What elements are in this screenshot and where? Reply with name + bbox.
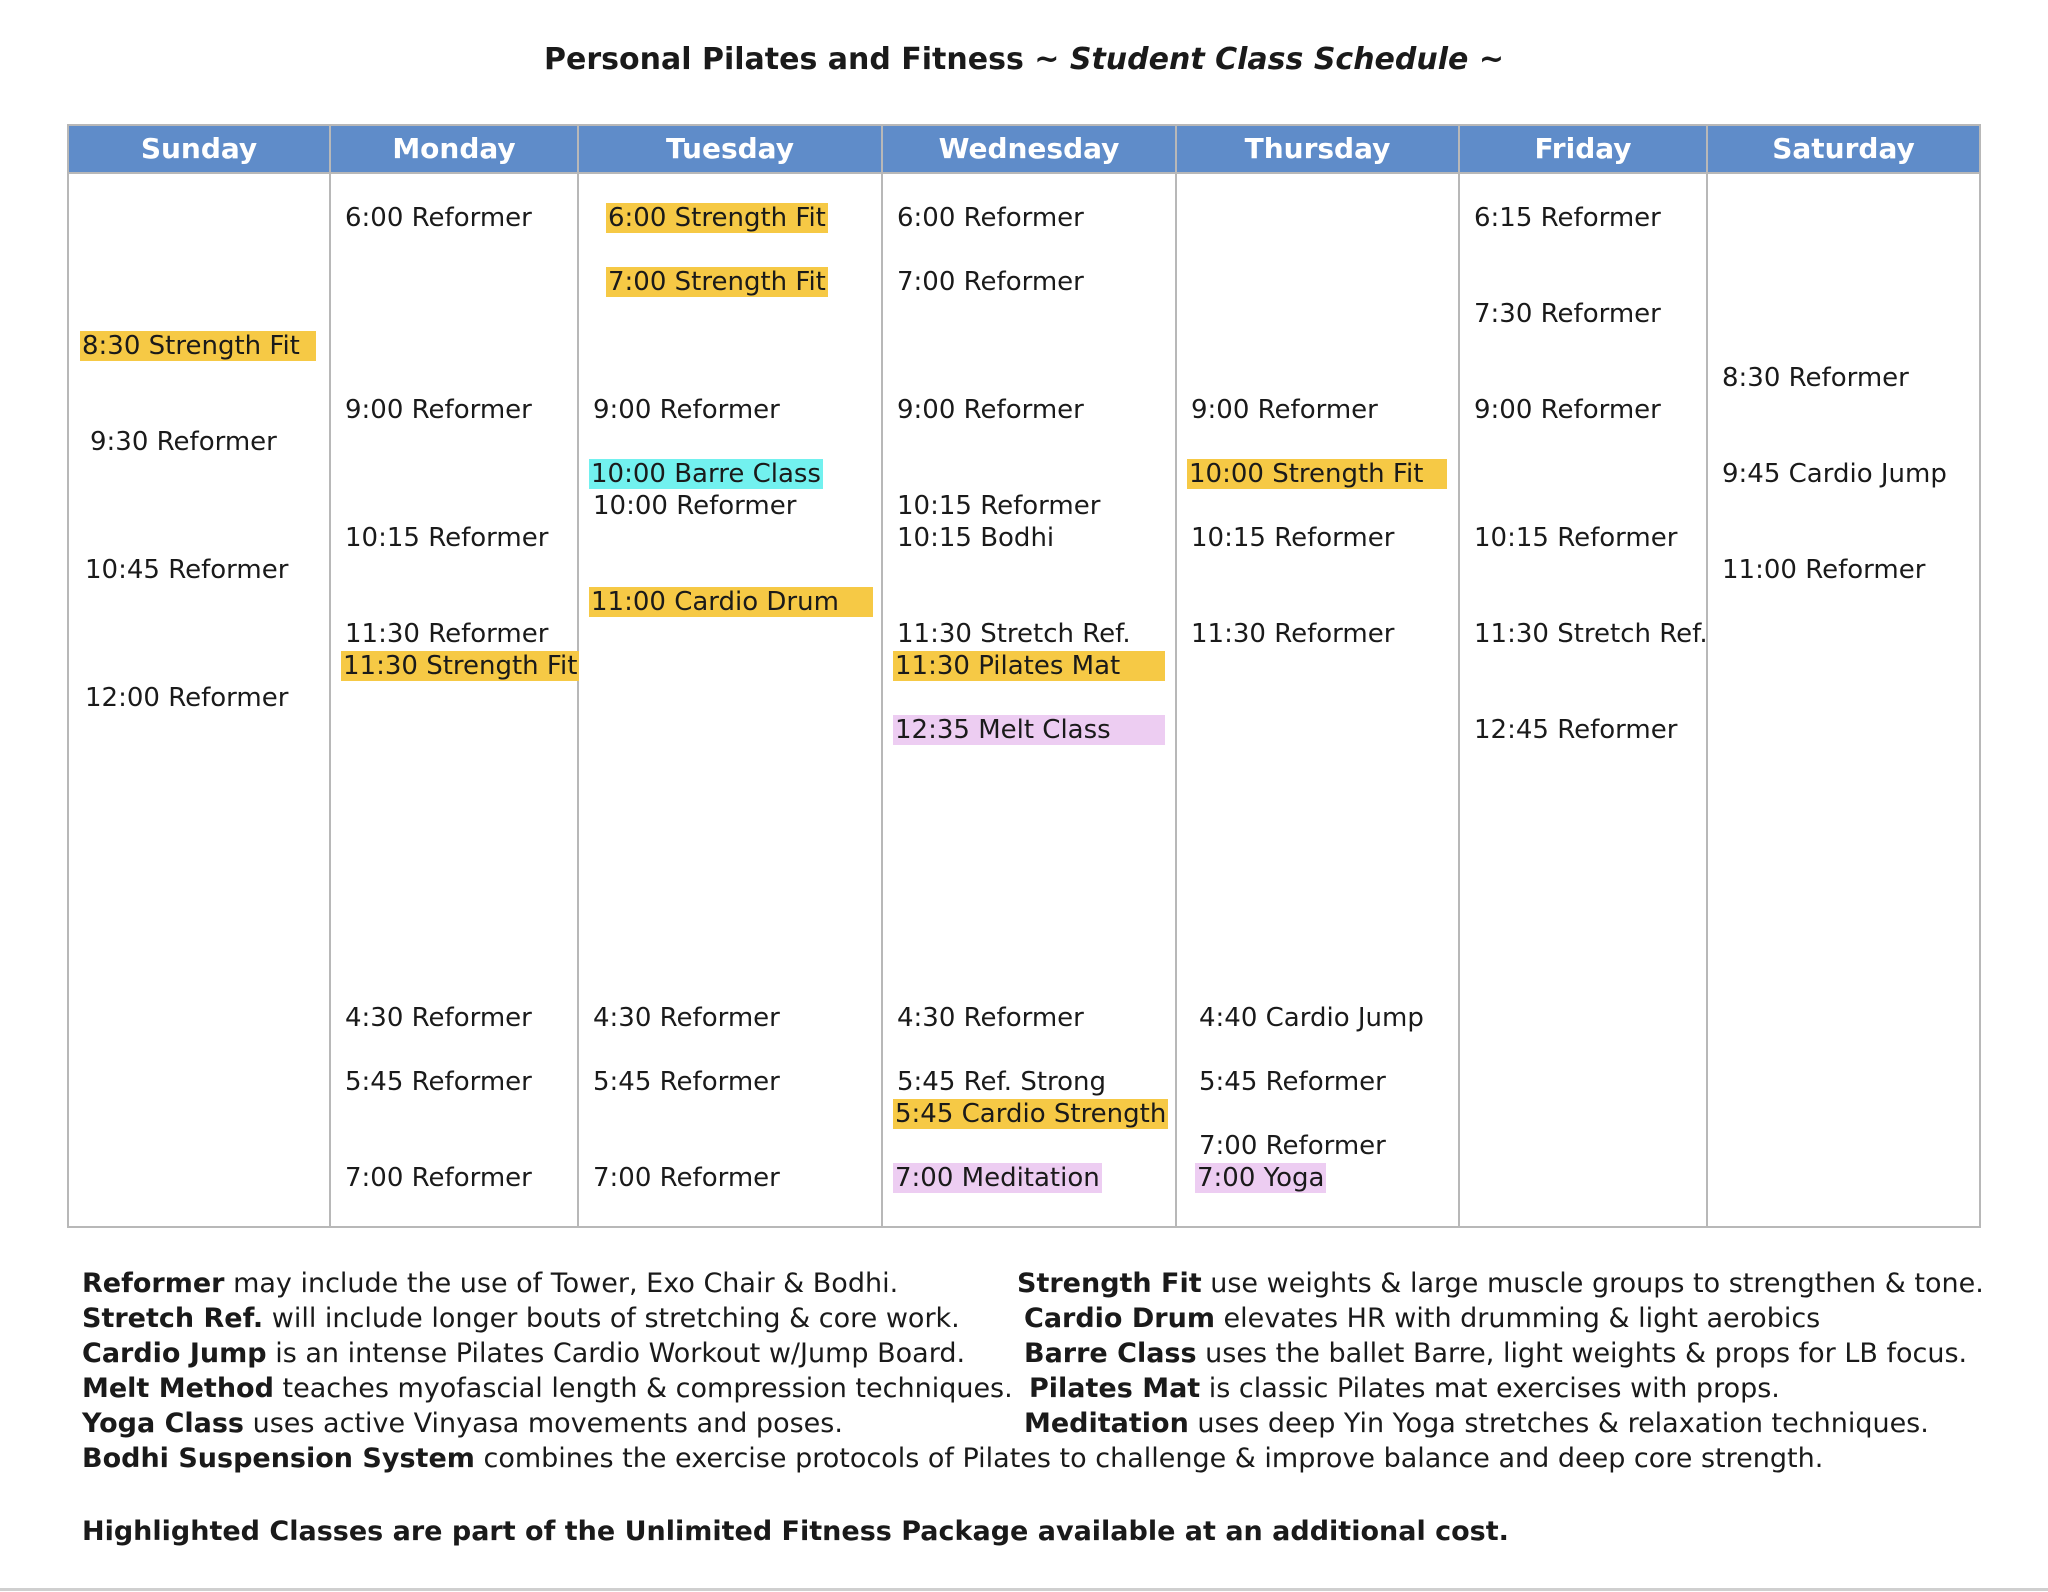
page-title: [0, 42, 2048, 77]
class-entry: 7:00 Reformer: [897, 267, 1084, 297]
column-divider: [881, 126, 883, 1226]
legend-item: Yoga Class uses active Vinyasa movements and poses.: [82, 1408, 843, 1439]
class-entry: 10:00 Barre Class: [591, 459, 821, 489]
class-entry: 10:15 Reformer: [1474, 523, 1678, 553]
class-entry: 7:00 Reformer: [593, 1163, 780, 1193]
class-entry: 9:45 Cardio Jump: [1722, 459, 1947, 489]
header-friday: Friday: [1460, 126, 1706, 172]
legend-item: Strength Fit use weights & large muscle groups to strengthen & tone.: [1017, 1268, 1984, 1299]
header-monday: Monday: [331, 126, 577, 172]
legend-item: Melt Method teaches myofascial length & compression techniques.: [82, 1373, 1013, 1404]
class-entry: 5:45 Ref. Strong: [897, 1067, 1107, 1097]
title-italic: Student Class Schedule ~: [1069, 42, 1504, 77]
header-divider: [69, 172, 1979, 174]
column-divider: [1175, 126, 1177, 1226]
legend-item: Stretch Ref. will include longer bouts of stretching & core work.: [82, 1303, 960, 1334]
class-entry: 8:30 Strength Fit: [80, 331, 316, 361]
legend-item: Meditation uses deep Yin Yoga stretches & relaxation techniques.: [1024, 1408, 1929, 1439]
legend-item: Barre Class uses the ballet Barre, light weights & props for LB focus.: [1024, 1338, 1968, 1369]
class-entry: 4:40 Cardio Jump: [1199, 1003, 1424, 1033]
class-entry: 7:00 Reformer: [1199, 1131, 1386, 1161]
class-entry: 4:30 Reformer: [593, 1003, 780, 1033]
class-entry: 9:00 Reformer: [345, 395, 532, 425]
legend-item: Cardio Drum elevates HR with drumming & light aerobics: [1024, 1303, 1821, 1334]
legend-item: Pilates Mat is classic Pilates mat exercises with props.: [1029, 1373, 1780, 1404]
class-entry: 4:30 Reformer: [345, 1003, 532, 1033]
class-entry: 6:00 Reformer: [345, 203, 532, 233]
class-entry: 10:15 Reformer: [345, 523, 549, 553]
class-entry: 9:00 Reformer: [1191, 395, 1378, 425]
class-entry: 7:00 Strength Fit: [608, 267, 826, 297]
class-entry: 11:30 Strength Fit: [343, 651, 578, 681]
class-entry: 12:35 Melt Class: [893, 715, 1165, 745]
class-entry: 10:00 Reformer: [593, 491, 797, 521]
class-entry: 11:30 Reformer: [345, 619, 549, 649]
class-entry: 11:00 Reformer: [1722, 555, 1926, 585]
class-entry: 10:15 Bodhi: [897, 523, 1055, 553]
class-entry: 11:30 Pilates Mat: [893, 651, 1165, 681]
class-entry: 9:30 Reformer: [90, 427, 277, 457]
class-entry: 7:00 Meditation: [895, 1163, 1100, 1193]
class-entry: 12:00 Reformer: [85, 683, 289, 713]
highlight-note: Highlighted Classes are part of the Unlimited Fitness Package available at an additional cost.: [82, 1516, 1509, 1547]
class-entry: 11:30 Stretch Ref.: [897, 619, 1131, 649]
class-entry: 6:15 Reformer: [1474, 203, 1661, 233]
class-entry: 7:00 Yoga: [1197, 1163, 1325, 1193]
header-wednesday: Wednesday: [883, 126, 1175, 172]
header-thursday: Thursday: [1177, 126, 1458, 172]
schedule-grid: [67, 124, 1981, 1228]
class-entry: 11:00 Cardio Drum: [589, 587, 873, 617]
legend-item: Reformer may include the use of Tower, Exo Chair & Bodhi.: [82, 1268, 899, 1299]
class-entry: 5:45 Reformer: [345, 1067, 532, 1097]
header-sunday: Sunday: [69, 126, 329, 172]
class-entry: 11:30 Stretch Ref.: [1474, 619, 1708, 649]
class-entry: 7:30 Reformer: [1474, 299, 1661, 329]
class-entry: 10:15 Reformer: [897, 491, 1101, 521]
column-divider: [329, 126, 331, 1226]
legend-item: Bodhi Suspension System combines the exercise protocols of Pilates to challenge & improve balance and deep core strength.: [82, 1443, 1824, 1474]
class-entry: 11:30 Reformer: [1191, 619, 1395, 649]
class-entry: 9:00 Reformer: [897, 395, 1084, 425]
class-entry: 5:45 Cardio Strength: [895, 1099, 1167, 1129]
column-divider: [1706, 126, 1708, 1226]
title-main: Personal Pilates and Fitness ~: [544, 42, 1070, 77]
header-saturday: Saturday: [1708, 126, 1979, 172]
column-divider: [1458, 126, 1460, 1226]
class-entry: 6:00 Reformer: [897, 203, 1084, 233]
header-tuesday: Tuesday: [579, 126, 881, 172]
class-entry: 5:45 Reformer: [593, 1067, 780, 1097]
class-entry: 12:45 Reformer: [1474, 715, 1678, 745]
class-entry: 9:00 Reformer: [1474, 395, 1661, 425]
class-entry: 6:00 Strength Fit: [608, 203, 826, 233]
class-entry: 9:00 Reformer: [593, 395, 780, 425]
class-entry: 10:45 Reformer: [85, 555, 289, 585]
bottom-divider: [0, 1588, 2048, 1591]
class-entry: 10:00 Strength Fit: [1187, 459, 1447, 489]
class-entry: 8:30 Reformer: [1722, 363, 1909, 393]
class-entry: 4:30 Reformer: [897, 1003, 1084, 1033]
class-entry: 7:00 Reformer: [345, 1163, 532, 1193]
class-entry: 10:15 Reformer: [1191, 523, 1395, 553]
legend-item: Cardio Jump is an intense Pilates Cardio Workout w/Jump Board.: [82, 1338, 966, 1369]
class-entry: 5:45 Reformer: [1199, 1067, 1386, 1097]
